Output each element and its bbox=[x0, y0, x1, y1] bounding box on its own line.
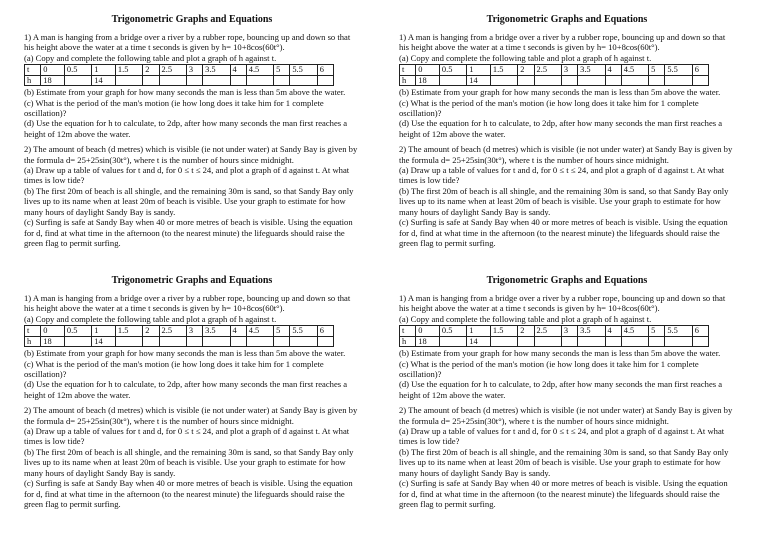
values-table bbox=[24, 325, 334, 347]
table-cell bbox=[159, 336, 186, 347]
worksheet-title: Trigonometric Graphs and Equations bbox=[111, 14, 273, 25]
table-cell bbox=[143, 75, 159, 86]
table-cell bbox=[64, 336, 91, 347]
table-cell: 0 bbox=[41, 65, 65, 76]
table-cell bbox=[439, 75, 466, 86]
table-cell bbox=[518, 336, 534, 347]
table-cell: 0.5 bbox=[439, 326, 466, 337]
table-cell: 2 bbox=[518, 326, 534, 337]
values-table bbox=[399, 325, 709, 347]
table-cell: 0 bbox=[416, 65, 440, 76]
table-cell: 2.5 bbox=[159, 326, 186, 337]
table-cell bbox=[186, 336, 202, 347]
table-cell bbox=[692, 75, 708, 86]
table-cell: 2 bbox=[518, 65, 534, 76]
question-1d: (d) Use the equation for h to calculate, to 2dp, after how many seconds the man first reaches a height of 12m above the water. bbox=[399, 379, 723, 400]
table-cell: t bbox=[400, 326, 416, 337]
table-cell: 4.5 bbox=[621, 65, 648, 76]
table-cell: 5 bbox=[274, 65, 290, 76]
table-cell bbox=[518, 75, 534, 86]
question-1-intro: 1) A man is hanging from a bridge over a river by a rubber rope, bouncing up and down so that his height above the water at a time t seconds is given by h= 10+8cos(60t°). bbox=[24, 32, 351, 53]
table-cell: 6 bbox=[692, 65, 708, 76]
table-cell: 1 bbox=[467, 326, 491, 337]
table-cell: 18 bbox=[416, 75, 440, 86]
table-cell: t bbox=[25, 326, 41, 337]
table-row-t bbox=[400, 65, 709, 76]
table-row-h bbox=[400, 336, 709, 347]
table-cell bbox=[274, 75, 290, 86]
table-cell: 5 bbox=[649, 65, 665, 76]
table-row-t bbox=[400, 326, 709, 337]
table-cell: 1 bbox=[92, 65, 116, 76]
table-cell bbox=[561, 75, 577, 86]
question-2-intro: 2) The amount of beach (d metres) which is visible (ie not under water) at Sandy Bay is given by the formula d= 25+25sin(30t°), where t is the number of hours since midnight. bbox=[399, 405, 733, 426]
worksheet-top-right bbox=[399, 14, 735, 248]
table-cell bbox=[290, 336, 317, 347]
table-cell: 6 bbox=[692, 326, 708, 337]
table-row-t bbox=[25, 326, 334, 337]
question-2-intro: 2) The amount of beach (d metres) which is visible (ie not under water) at Sandy Bay is given by the formula d= 25+25sin(30t°), where t is the number of hours since midnight. bbox=[24, 144, 358, 165]
table-cell: 3.5 bbox=[578, 326, 605, 337]
table-cell: 1 bbox=[467, 65, 491, 76]
question-1-intro: 1) A man is hanging from a bridge over a river by a rubber rope, bouncing up and down so that his height above the water at a time t seconds is given by h= 10+8cos(60t°). bbox=[24, 293, 351, 314]
table-cell bbox=[534, 336, 561, 347]
table-cell: 1.5 bbox=[490, 326, 517, 337]
table-cell bbox=[649, 336, 665, 347]
table-row-t bbox=[25, 65, 334, 76]
question-1b: (b) Estimate from your graph for how many seconds the man is less than 5m above the water. bbox=[24, 348, 346, 359]
question-1c: (c) What is the period of the man's motion (ie how long does it take him for 1 complete oscillation)? bbox=[399, 97, 699, 119]
table-cell bbox=[534, 75, 561, 86]
table-cell bbox=[203, 75, 230, 86]
table-cell bbox=[203, 336, 230, 347]
worksheet-title: Trigonometric Graphs and Equations bbox=[486, 275, 648, 286]
table-cell: h bbox=[400, 75, 416, 86]
question-2b: (b) The first 20m of beach is all shingle, and the remaining 30m is sand, so that Sandy Bay only lives up to its name when at least 20m of beach is visible. Use your graph to estimate for how many hours of daylight Sandy Bay is sandy. bbox=[399, 185, 729, 217]
worksheet-title: Trigonometric Graphs and Equations bbox=[111, 275, 273, 286]
table-cell bbox=[605, 75, 621, 86]
table-cell: 4 bbox=[605, 65, 621, 76]
question-2a: (a) Draw up a table of values for t and d, for 0 ≤ t ≤ 24, and plot a graph of d against t. At what times is low tide? bbox=[399, 426, 725, 447]
table-cell: 4.5 bbox=[621, 326, 648, 337]
question-1-intro: 1) A man is hanging from a bridge over a river by a rubber rope, bouncing up and down so that his height above the water at a time t seconds is given by h= 10+8cos(60t°). bbox=[399, 293, 726, 314]
table-cell: 5 bbox=[649, 326, 665, 337]
table-cell: 2 bbox=[143, 65, 159, 76]
table-cell: 4 bbox=[230, 326, 246, 337]
question-1b: (b) Estimate from your graph for how many seconds the man is less than 5m above the water. bbox=[24, 87, 346, 98]
table-cell: t bbox=[400, 65, 416, 76]
table-cell bbox=[692, 336, 708, 347]
table-cell: 2.5 bbox=[534, 65, 561, 76]
table-cell bbox=[143, 336, 159, 347]
table-cell bbox=[605, 336, 621, 347]
question-1b: (b) Estimate from your graph for how many seconds the man is less than 5m above the water. bbox=[399, 87, 721, 98]
table-cell bbox=[578, 336, 605, 347]
question-2c: (c) Surfing is safe at Sandy Bay when 40 or more metres of beach is visible. Using the equation for d, find at what time in the afternoon (to the nearest minute) the lifeguards should raise the green flag to permit surfing. bbox=[24, 217, 353, 248]
question-1c: (c) What is the period of the man's motion (ie how long does it take him for 1 complete oscillation)? bbox=[24, 97, 324, 119]
table-cell: 3 bbox=[186, 65, 202, 76]
question-1a: (a) Copy and complete the following table and plot a graph of h against t. bbox=[399, 52, 652, 63]
question-1d: (d) Use the equation for h to calculate, to 2dp, after how many seconds the man first reaches a height of 12m above the water. bbox=[24, 379, 348, 400]
table-cell: 1.5 bbox=[115, 65, 142, 76]
table-cell: 5.5 bbox=[290, 65, 317, 76]
table-cell: 4 bbox=[230, 65, 246, 76]
question-1a: (a) Copy and complete the following table and plot a graph of h against t. bbox=[24, 313, 277, 324]
table-cell bbox=[490, 336, 517, 347]
table-row-h bbox=[25, 75, 334, 86]
table-cell: 2 bbox=[143, 326, 159, 337]
question-2-intro: 2) The amount of beach (d metres) which is visible (ie not under water) at Sandy Bay is given by the formula d= 25+25sin(30t°), where t is the number of hours since midnight. bbox=[399, 144, 733, 165]
table-cell: 3 bbox=[561, 326, 577, 337]
question-1b: (b) Estimate from your graph for how many seconds the man is less than 5m above the water. bbox=[399, 348, 721, 359]
question-1d: (d) Use the equation for h to calculate, to 2dp, after how many seconds the man first reaches a height of 12m above the water. bbox=[24, 118, 348, 139]
table-cell bbox=[230, 75, 246, 86]
table-cell bbox=[115, 75, 142, 86]
table-cell: 6 bbox=[317, 65, 333, 76]
question-2c: (c) Surfing is safe at Sandy Bay when 40 or more metres of beach is visible. Using the equation for d, find at what time in the afternoon (to the nearest minute) the lifeguards should raise the green flag to permit surfing. bbox=[399, 217, 728, 248]
table-cell bbox=[64, 75, 91, 86]
table-cell: 14 bbox=[467, 336, 491, 347]
table-cell: 14 bbox=[92, 336, 116, 347]
question-2a: (a) Draw up a table of values for t and d, for 0 ≤ t ≤ 24, and plot a graph of d against t. At what times is low tide? bbox=[24, 165, 350, 186]
question-1c: (c) What is the period of the man's motion (ie how long does it take him for 1 complete oscillation)? bbox=[399, 358, 699, 380]
question-2b: (b) The first 20m of beach is all shingle, and the remaining 30m is sand, so that Sandy Bay only lives up to its name when at least 20m of beach is visible. Use your graph to estimate for how many hours of daylight Sandy Bay is sandy. bbox=[399, 446, 729, 478]
table-cell: 3 bbox=[186, 326, 202, 337]
table-cell: 1.5 bbox=[115, 326, 142, 337]
table-cell: 14 bbox=[92, 75, 116, 86]
table-cell bbox=[246, 336, 273, 347]
table-cell bbox=[665, 336, 692, 347]
table-cell: 3.5 bbox=[578, 65, 605, 76]
table-cell: 18 bbox=[416, 336, 440, 347]
worksheet-title: Trigonometric Graphs and Equations bbox=[486, 14, 648, 25]
values-table bbox=[399, 64, 709, 86]
table-cell: 5 bbox=[274, 326, 290, 337]
table-cell: 5.5 bbox=[665, 326, 692, 337]
question-2a: (a) Draw up a table of values for t and d, for 0 ≤ t ≤ 24, and plot a graph of d against t. At what times is low tide? bbox=[24, 426, 350, 447]
table-cell: 4.5 bbox=[246, 326, 273, 337]
question-2c: (c) Surfing is safe at Sandy Bay when 40 or more metres of beach is visible. Using the equation for d, find at what time in the afternoon (to the nearest minute) the lifeguards should raise the green flag to permit surfing. bbox=[24, 478, 353, 509]
table-row-h bbox=[25, 336, 334, 347]
table-cell bbox=[115, 336, 142, 347]
question-2a: (a) Draw up a table of values for t and d, for 0 ≤ t ≤ 24, and plot a graph of d against t. At what times is low tide? bbox=[399, 165, 725, 186]
worksheet-top-left bbox=[24, 14, 360, 248]
question-1d: (d) Use the equation for h to calculate, to 2dp, after how many seconds the man first reaches a height of 12m above the water. bbox=[399, 118, 723, 139]
table-cell bbox=[665, 75, 692, 86]
table-cell bbox=[578, 75, 605, 86]
table-cell: 4 bbox=[605, 326, 621, 337]
table-cell bbox=[159, 75, 186, 86]
table-cell: 2.5 bbox=[534, 326, 561, 337]
table-cell: 0 bbox=[41, 326, 65, 337]
table-cell bbox=[439, 336, 466, 347]
table-cell: 0.5 bbox=[64, 65, 91, 76]
worksheet-bottom-left bbox=[24, 275, 360, 509]
table-cell bbox=[317, 75, 333, 86]
table-cell: 3.5 bbox=[203, 65, 230, 76]
table-cell: h bbox=[25, 75, 41, 86]
table-cell: h bbox=[400, 336, 416, 347]
values-table bbox=[24, 64, 334, 86]
table-cell bbox=[186, 75, 202, 86]
question-2b: (b) The first 20m of beach is all shingle, and the remaining 30m is sand, so that Sandy Bay only lives up to its name when at least 20m of beach is visible. Use your graph to estimate for how many hours of daylight Sandy Bay is sandy. bbox=[24, 185, 354, 217]
table-cell bbox=[230, 336, 246, 347]
question-1a: (a) Copy and complete the following table and plot a graph of h against t. bbox=[24, 52, 277, 63]
table-cell: 6 bbox=[317, 326, 333, 337]
question-2b: (b) The first 20m of beach is all shingle, and the remaining 30m is sand, so that Sandy Bay only lives up to its name when at least 20m of beach is visible. Use your graph to estimate for how many hours of daylight Sandy Bay is sandy. bbox=[24, 446, 354, 478]
table-cell bbox=[561, 336, 577, 347]
question-1c: (c) What is the period of the man's motion (ie how long does it take him for 1 complete oscillation)? bbox=[24, 358, 324, 380]
table-cell: t bbox=[25, 65, 41, 76]
table-cell bbox=[621, 75, 648, 86]
table-cell: 5.5 bbox=[290, 326, 317, 337]
table-row-h bbox=[400, 75, 709, 86]
table-cell: 5.5 bbox=[665, 65, 692, 76]
table-cell bbox=[490, 75, 517, 86]
table-cell: 0 bbox=[416, 326, 440, 337]
table-cell bbox=[290, 75, 317, 86]
table-cell bbox=[246, 75, 273, 86]
table-cell: 1.5 bbox=[490, 65, 517, 76]
table-cell bbox=[621, 336, 648, 347]
table-cell: 1 bbox=[92, 326, 116, 337]
question-2-intro: 2) The amount of beach (d metres) which is visible (ie not under water) at Sandy Bay is given by the formula d= 25+25sin(30t°), where t is the number of hours since midnight. bbox=[24, 405, 358, 426]
table-cell bbox=[274, 336, 290, 347]
table-cell bbox=[649, 75, 665, 86]
table-cell: 14 bbox=[467, 75, 491, 86]
table-cell bbox=[317, 336, 333, 347]
table-cell: 0.5 bbox=[64, 326, 91, 337]
question-2c: (c) Surfing is safe at Sandy Bay when 40 or more metres of beach is visible. Using the equation for d, find at what time in the afternoon (to the nearest minute) the lifeguards should raise the green flag to permit surfing. bbox=[399, 478, 728, 509]
question-1-intro: 1) A man is hanging from a bridge over a river by a rubber rope, bouncing up and down so that his height above the water at a time t seconds is given by h= 10+8cos(60t°). bbox=[399, 32, 726, 53]
table-cell: 18 bbox=[41, 75, 65, 86]
question-1a: (a) Copy and complete the following table and plot a graph of h against t. bbox=[399, 313, 652, 324]
table-cell: 2.5 bbox=[159, 65, 186, 76]
worksheet-bottom-right bbox=[399, 275, 735, 509]
table-cell: 18 bbox=[41, 336, 65, 347]
table-cell: 3 bbox=[561, 65, 577, 76]
table-cell: 4.5 bbox=[246, 65, 273, 76]
table-cell: 3.5 bbox=[203, 326, 230, 337]
table-cell: h bbox=[25, 336, 41, 347]
table-cell: 0.5 bbox=[439, 65, 466, 76]
